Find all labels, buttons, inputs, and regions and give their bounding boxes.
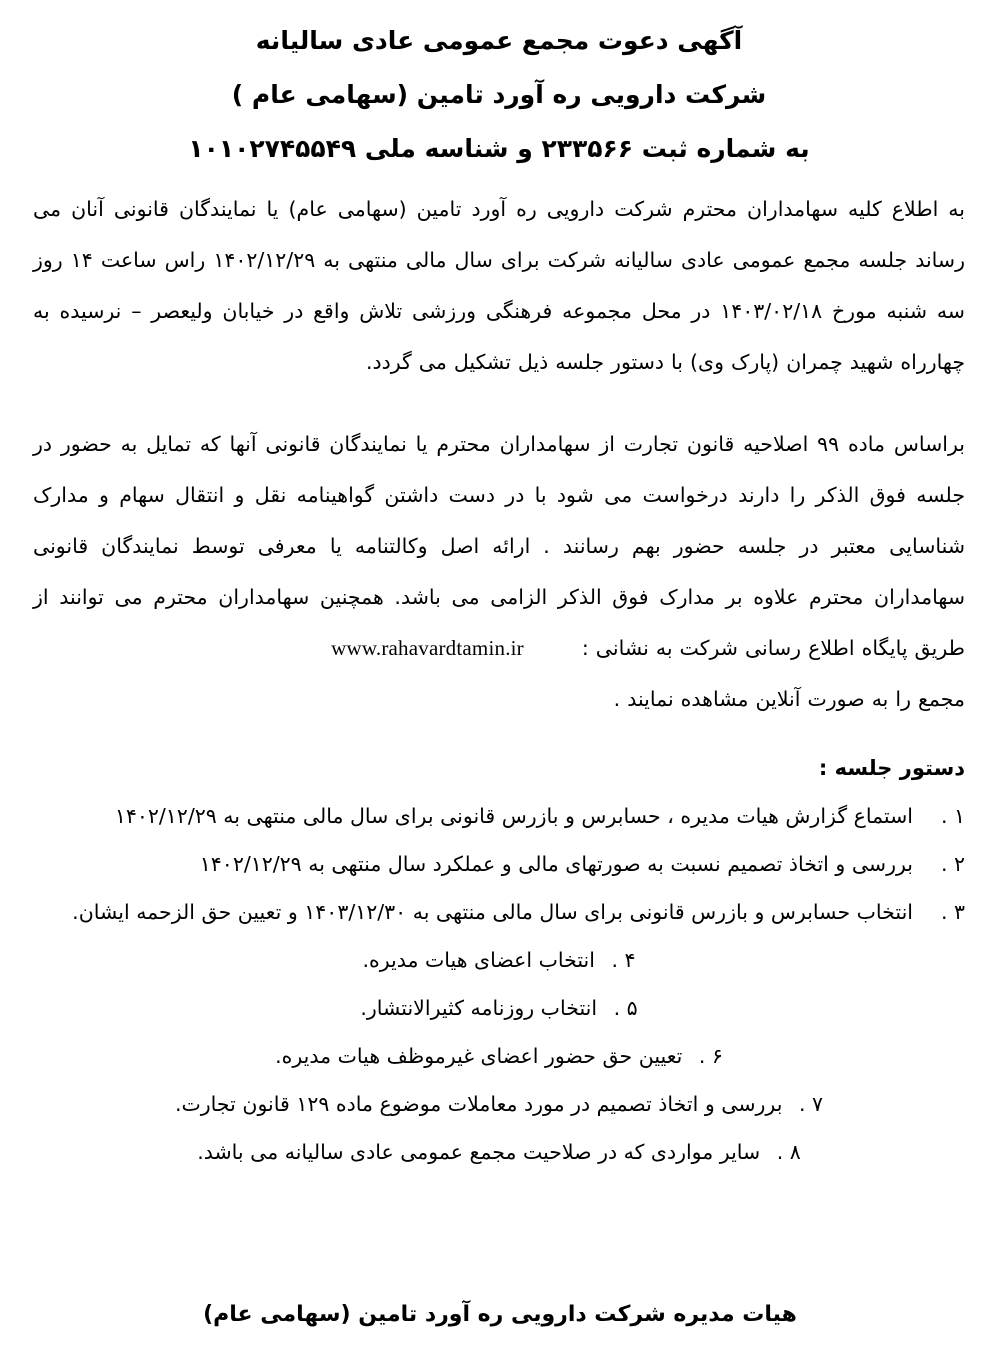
agenda-list — [33, 793, 965, 1175]
agenda-item-3-number: ۳ . — [940, 900, 965, 924]
agenda-item-5-label: انتخاب روزنامه کثیرالانتشار. — [360, 996, 598, 1020]
agenda-item-5-number: ۵ . — [613, 996, 638, 1020]
notice-paragraph-2 — [33, 419, 965, 674]
agenda-item-2-number: ۲ . — [940, 852, 965, 876]
page-title: آگهی دعوت مجمع عمومی عادی سالیانه — [255, 26, 743, 55]
company-name-heading: شرکت دارویی ره آورد تامین (سهامی عام ) — [231, 80, 767, 109]
agenda-item-4-number: ۴ . — [611, 948, 636, 972]
board-signature: هیات مدیره شرکت دارویی ره آورد تامین (سهامی عام) — [203, 1302, 797, 1327]
notice-paragraph-1: به اطلاع کلیه سهامداران محترم شرکت دارویی ره آورد تامین (سهامی عام) یا نمایندگان قانونی آنان می رساند جلسه مجمع عمومی عادی سالیانه شرکت برای سال مالی منتهی به ۱۴۰۲/۱۲/۲۹ راس ساعت ۱۴ روز سه شنبه مورخ ۱۴۰۳/۰۲/۱۸ در محل مجموعه فرهنگی ورزشی تلاش واقع در خیابان ولیعصر – نرسیده به چهارراه شهید چمران (پارک وی) با دستور جلسه ذیل تشکیل می گردد. — [33, 197, 965, 374]
agenda-item-2 — [33, 841, 965, 887]
notice-paragraph-2-text: براساس ماده ۹۹ اصلاحیه قانون تجارت از سهامداران محترم یا نمایندگان قانونی آنها که تمایل به حضور در جلسه فوق الذکر را دارند درخواست می شود با در دست داشتن گواهینامه نقل و انتقال سهام و مدارک شناسایی معتبر در جلسه حضور بهم رسانند . ارائه اصل وکالتنامه یا معرفی توسط نمایندگان قانونی سهامداران محترم علاوه بر مدارک فوق الذکر الزامی می باشد. همچنین سهامداران محترم می توانند از طریق پایگاه اطلاع رسانی شرکت به نشانی : — [33, 432, 966, 660]
agenda-item-6-number: ۶ . — [698, 1044, 723, 1068]
agenda-item-3-label: انتخاب حسابرس و بازرس قانونی برای سال مالی منتهی به ۱۴۰۳/۱۲/۳۰ و تعیین حق الزحمه ایشان. — [72, 900, 913, 924]
agenda-item-2-label: بررسی و اتخاذ تصمیم نسبت به صورتهای مالی و عملکرد سال منتهی به ۱۴۰۲/۱۲/۲۹ — [199, 852, 913, 876]
agenda-item-6-label: تعیین حق حضور اعضای غیرموظف هیات مدیره. — [275, 1044, 683, 1068]
agenda-title: دستور جلسه : — [818, 756, 965, 780]
agenda-item-1-number: ۱ . — [940, 804, 965, 828]
agenda-item-7 — [33, 1081, 965, 1127]
agenda-item-3 — [33, 889, 965, 935]
agenda-item-8-label: سایر مواردی که در صلاحیت مجمع عمومی عادی سالیانه می باشد. — [197, 1140, 761, 1164]
online-viewing-note: مجمع را به صورت آنلاین مشاهده نمایند . — [613, 687, 965, 711]
agenda-item-7-label: بررسی و اتخاذ تصمیم در مورد معاملات موضوع ماده ۱۲۹ قانون تجارت. — [174, 1092, 783, 1116]
registration-number-heading: به شماره ثبت ۲۳۳۵۶۶ و شناسه ملی ۱۰۱۰۲۷۴۵۵۴۹ — [188, 134, 810, 163]
agenda-item-7-number: ۷ . — [798, 1092, 824, 1116]
company-website-link[interactable]: www.rahavardtamin.ir — [331, 636, 524, 660]
notice-paragraph-2-continued — [33, 674, 965, 725]
agenda-item-1 — [33, 793, 965, 839]
agenda-item-1-label: استماع گزارش هیات مدیره ، حسابرس و بازرس قانونی برای سال مالی منتهی به ۱۴۰۲/۱۲/۲۹ — [114, 804, 913, 828]
agenda-item-6 — [33, 1033, 965, 1079]
agenda-item-5 — [33, 985, 965, 1031]
agenda-item-8 — [33, 1129, 965, 1175]
agenda-item-8-number: ۸ . — [776, 1140, 801, 1164]
agenda-item-4 — [33, 937, 965, 983]
agenda-item-4-label: انتخاب اعضای هیات مدیره. — [362, 948, 595, 972]
document-headings — [33, 14, 965, 176]
